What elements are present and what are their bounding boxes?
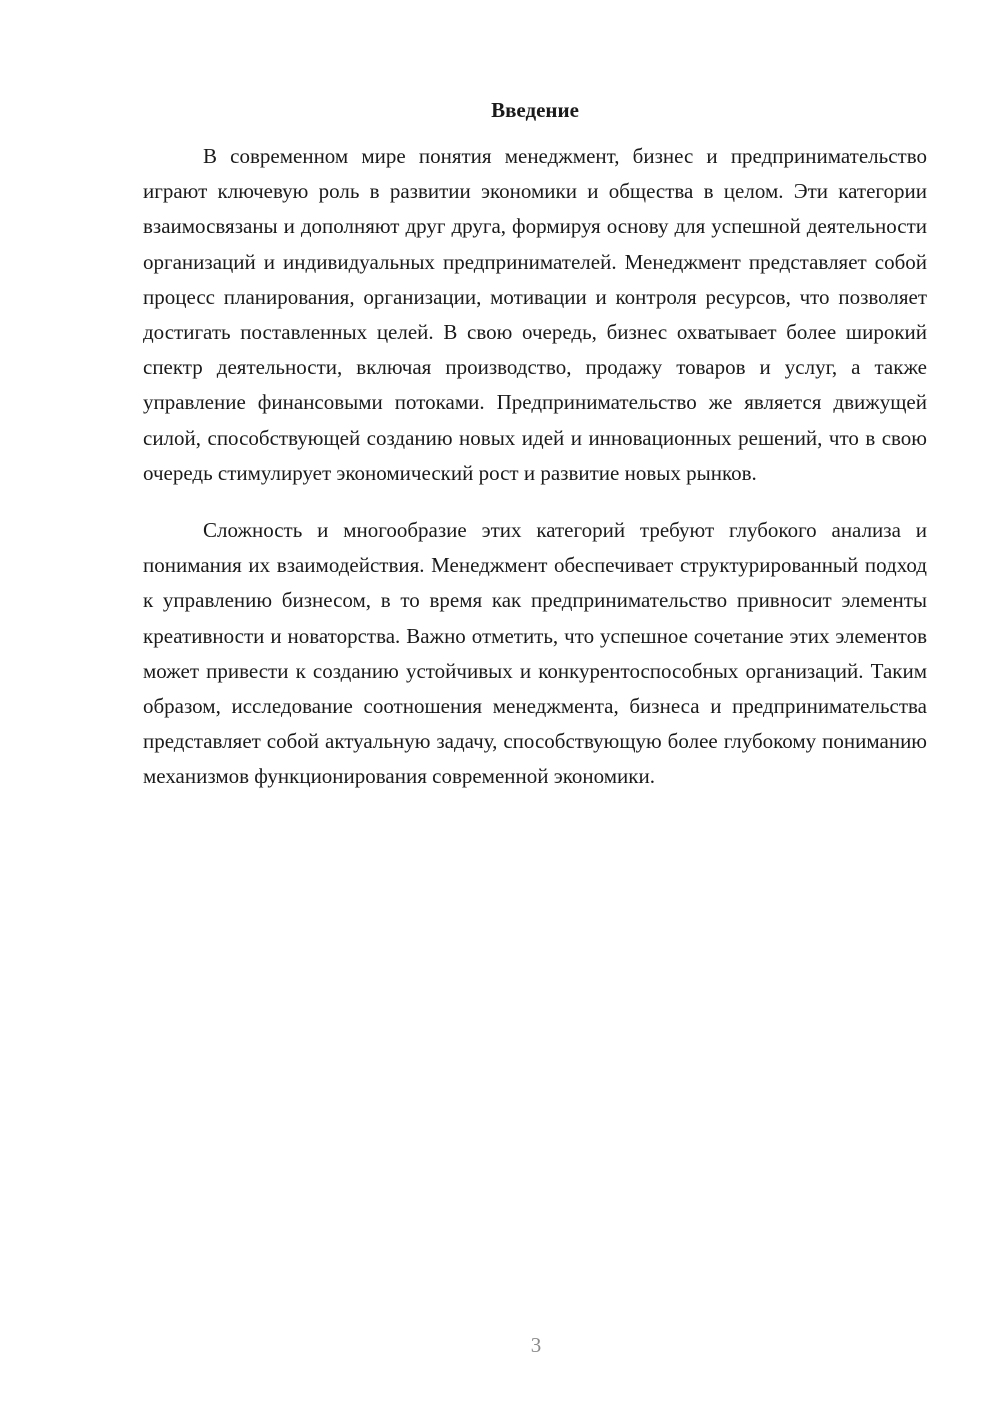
page-content bbox=[143, 95, 927, 795]
page-number: 3 bbox=[530, 1333, 542, 1357]
paragraph-1: В современном мире понятия менеджмент, бизнес и предпринимательство играют ключевую роль в развитии экономики и общества в целом. Эти категории взаимосвязаны и дополняют друг друга, формируя основу для успешной деятельности организаций и индивидуальных предпринимателей. Менеджмент представляет собой процесс планирования, организации, мотивации и контроля ресурсов, что позволяет достигать поставленных целей. В свою очередь, бизнес охватывает более широкий спектр деятельности, включая производство, продажу товаров и услуг, а также управление финансовыми потоками. Предпринимательство же является движущей силой, способствующей созданию новых идей и инновационных решений, что в свою очередь стимулирует экономический рост и развитие новых рынков. bbox=[143, 144, 927, 485]
paragraph-2: Сложность и многообразие этих категорий требуют глубокого анализа и понимания их взаимодействия. Менеджмент обеспечивает структурированный подход к управлению бизнесом, в то время как предпринимательство привносит элементы креативности и новаторства. Важно отметить, что успешное сочетание этих элементов может привести к созданию устойчивых и конкурентоспособных организаций. Таким образом, исследование соотношения менеджмента, бизнеса и предпринимательства представляет собой актуальную задачу, способствующую более глубокому пониманию механизмов функционирования современной экономики. bbox=[143, 518, 927, 789]
section-title: Введение bbox=[491, 98, 579, 122]
